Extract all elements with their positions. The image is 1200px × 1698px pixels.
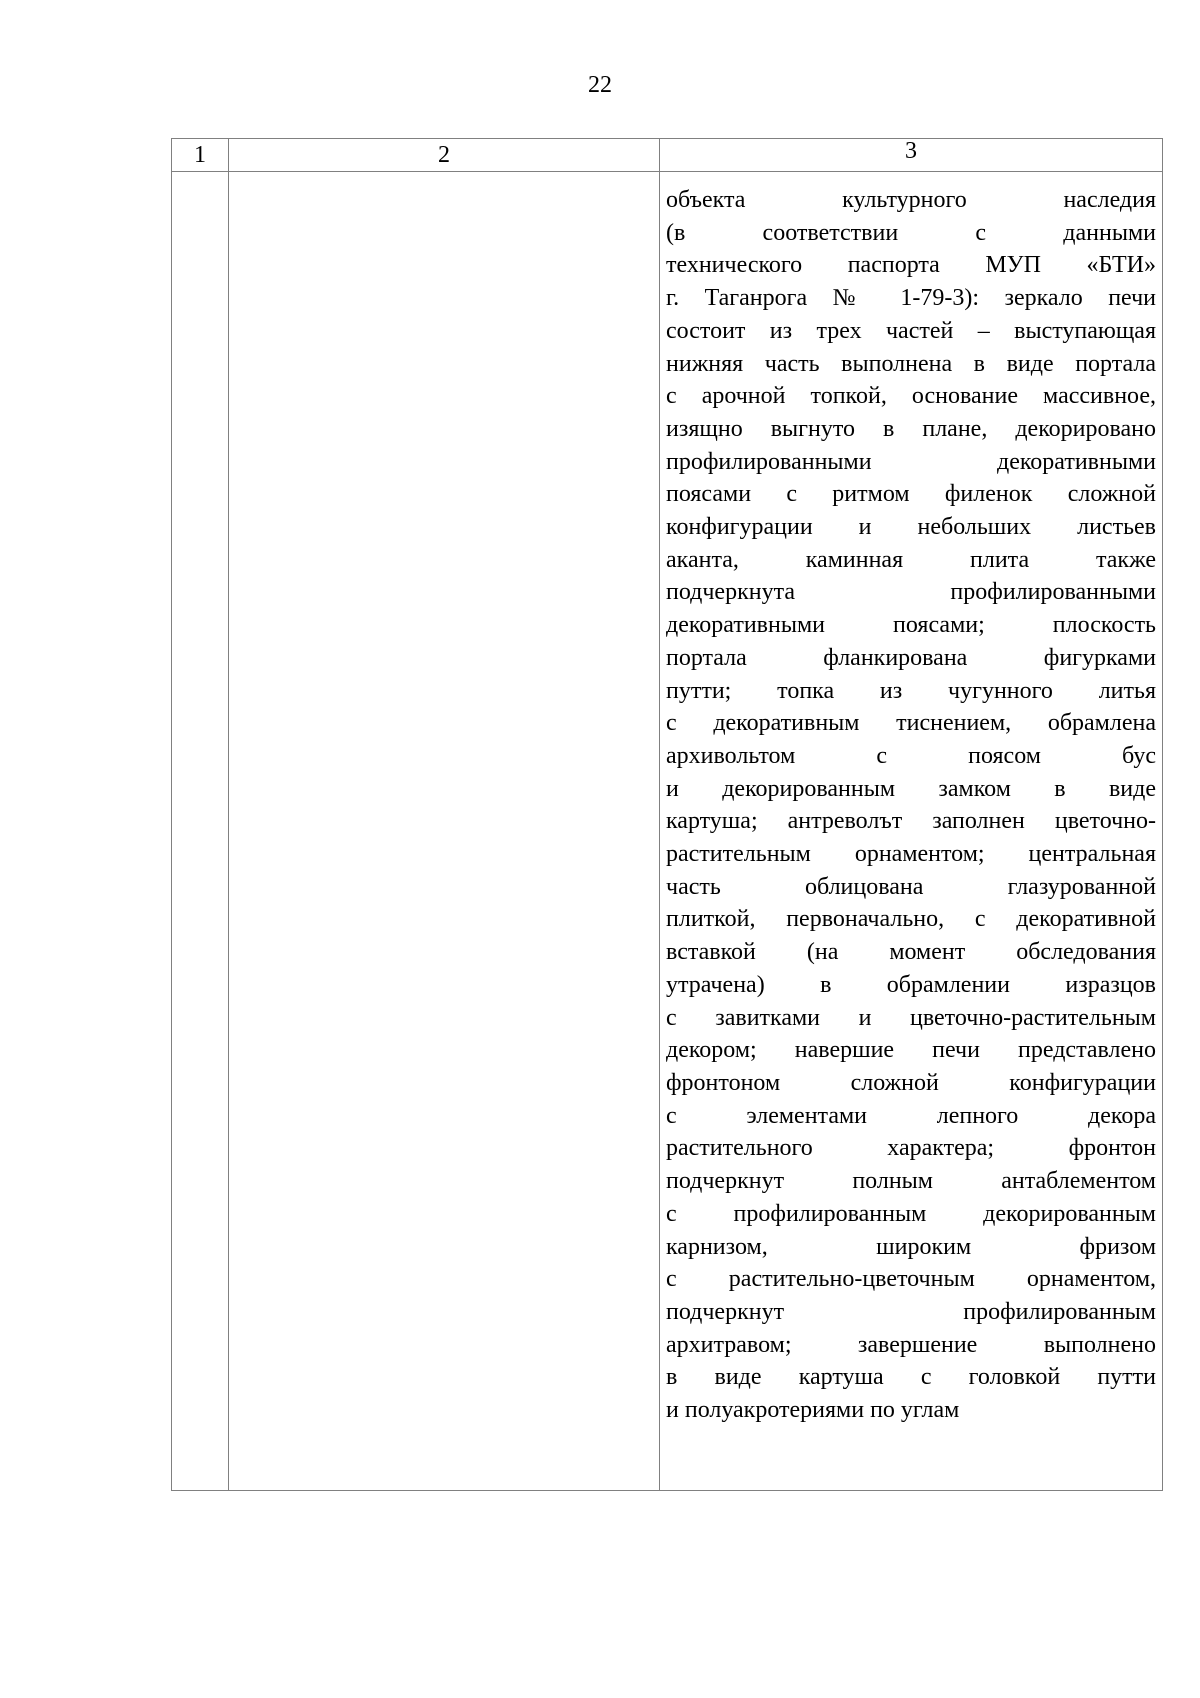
- description-line: (в соответствии с данными: [666, 219, 1156, 246]
- column-header-3: 3: [660, 139, 1163, 172]
- description-line: карнизом, широким фризом: [666, 1233, 1156, 1260]
- table-cell-col1: [172, 172, 229, 1491]
- description-line: подчеркнут профилированным: [666, 1298, 1156, 1325]
- description-line: архивольтом с поясом бус: [666, 742, 1156, 769]
- description-line: портала фланкирована фигурками: [666, 644, 1156, 671]
- description-line: г. Таганрога № 1-79-3): зеркало печи: [666, 285, 1156, 312]
- description-line: с элементами лепного декора: [666, 1102, 1156, 1129]
- description-line: картуша; антреволът заполнен цветочно-: [666, 808, 1156, 835]
- description-line: конфигурации и небольших листьев: [666, 514, 1156, 541]
- description-line: с растительно-цветочным орнаментом,: [666, 1266, 1156, 1293]
- table-header-row: [172, 139, 1163, 172]
- description-line: и полуакротериями по углам: [666, 1397, 960, 1424]
- description-line: с арочной топкой, основание массивное,: [666, 383, 1156, 410]
- description-line: с декоративным тиснением, обрамлена: [666, 710, 1156, 737]
- description-line: нижняя часть выполнена в виде портала: [666, 350, 1156, 377]
- description-line: путти; топка из чугунного литья: [666, 677, 1156, 704]
- description-line: декоративными поясами; плоскость: [666, 612, 1156, 639]
- description-line: в виде картуша с головкой путти: [666, 1364, 1156, 1391]
- description-line: и декорированным замком в виде: [666, 775, 1156, 802]
- column-header-2: 2: [229, 139, 660, 172]
- column-header-1: 1: [172, 139, 229, 172]
- page-number: 22: [588, 72, 612, 98]
- description-line: подчеркнута профилированными: [666, 579, 1156, 606]
- description-line: вставкой (на момент обследования: [666, 939, 1156, 966]
- description-line: с завитками и цветочно-растительным: [666, 1004, 1156, 1031]
- table-cell-col3: [660, 172, 1163, 1491]
- description-line: профилированными декоративными: [666, 448, 1156, 475]
- description-line: подчеркнут полным антаблементом: [666, 1168, 1156, 1195]
- description-line: с профилированным декорированным: [666, 1200, 1156, 1227]
- description-line: плиткой, первоначально, с декоративной: [666, 906, 1156, 933]
- table-cell-col2: [229, 172, 660, 1491]
- description-line: часть облицована глазурованной: [666, 873, 1156, 900]
- description-line: аканта, каминная плита также: [666, 546, 1156, 573]
- table-row: [172, 172, 1163, 1491]
- description-line: декором; навершие печи представлено: [666, 1037, 1156, 1064]
- description-line: технического паспорта МУП «БТИ»: [666, 252, 1156, 279]
- description-line: состоит из трех частей – выступающая: [666, 317, 1156, 344]
- description-line: архитравом; завершение выполнено: [666, 1331, 1156, 1358]
- description-line: растительным орнаментом; центральная: [666, 841, 1156, 868]
- description-line: утрачена) в обрамлении изразцов: [666, 971, 1156, 998]
- description-line: фронтоном сложной конфигурации: [666, 1069, 1156, 1096]
- description-line: изящно выгнуто в плане, декорировано: [666, 415, 1156, 442]
- object-description-text: [660, 172, 1162, 1427]
- description-line: поясами с ритмом филенок сложной: [666, 481, 1156, 508]
- description-line: растительного характера; фронтон: [666, 1135, 1156, 1162]
- document-table: [171, 138, 1163, 1491]
- description-line: объекта культурного наследия: [666, 187, 1156, 213]
